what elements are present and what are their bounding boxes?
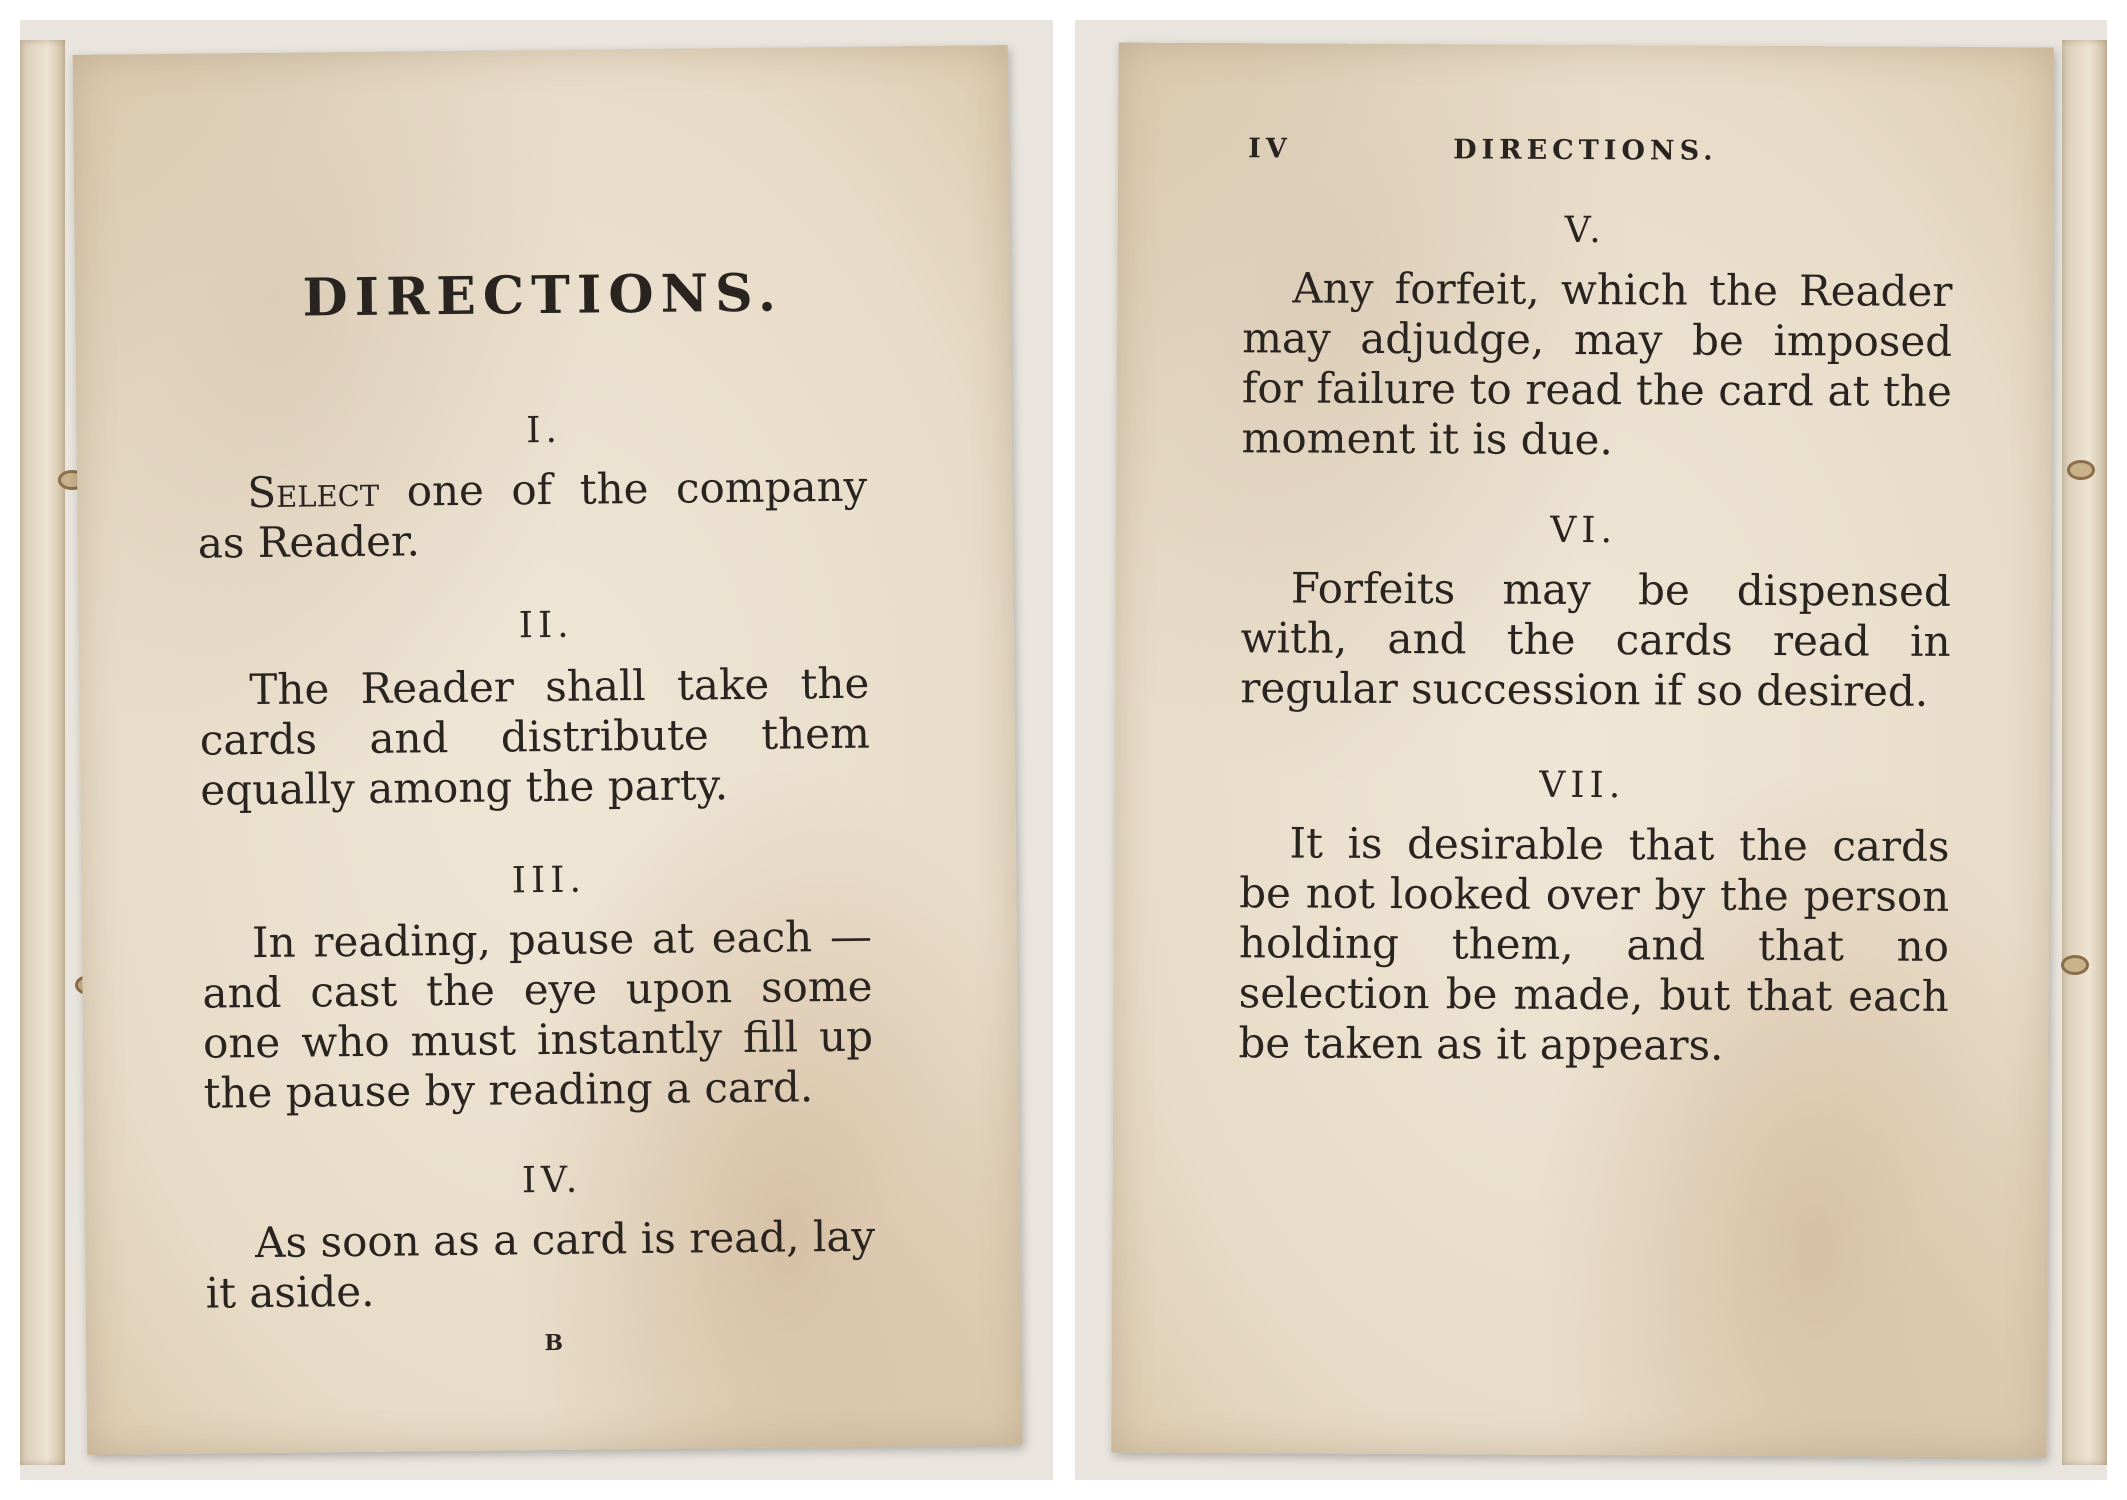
right-page [1111, 43, 2053, 1458]
binding-stitch-top [2067, 460, 2095, 480]
right-page-photo [1075, 20, 2107, 1480]
section-lead-word: Select [247, 466, 380, 518]
left-page-photo [20, 20, 1053, 1480]
section-numeral-2: II. [518, 604, 574, 647]
page-title: DIRECTIONS. [302, 262, 784, 329]
section-body-1: one of the company as Reader. [197, 461, 868, 568]
left-page [73, 45, 1023, 1455]
section-text-3: In reading, pause at each — and cast the eye upon some one who must instantly fill up the pause by reading a card. [202, 911, 874, 1118]
next-page-edge [2062, 40, 2107, 1465]
section-numeral-1: I. [526, 409, 563, 452]
section-text-6: Forfeits may be dispensed with, and the cards read in regular succession if so desired. [1240, 563, 1951, 716]
section-numeral-6: VI. [1550, 509, 1618, 552]
section-numeral-4: IV. [521, 1159, 583, 1202]
binding-stitch-bottom [2061, 955, 2089, 975]
section-numeral-5: V. [1564, 209, 1606, 252]
section-text-2: The Reader shall take the cards and distribute them equally among the party. [199, 658, 871, 815]
section-text-5: Any forfeit, which the Reader may adjudge, may be imposed for failure to read the card at the moment it is due. [1241, 263, 1953, 465]
running-head-title: DIRECTIONS. [1453, 134, 1718, 167]
section-text-4: As soon as a card is read, lay it aside. [205, 1211, 876, 1318]
page-folio: IV [1248, 133, 1292, 165]
running-head [1248, 133, 1993, 167]
signature-mark: B [544, 1329, 564, 1357]
section-numeral-3: III. [511, 859, 587, 902]
section-text-7: It is desirable that the cards be not looked over by the person holding them, and that no selection be made, but that each be taken as it appears. [1238, 818, 1950, 1070]
section-numeral-7: VII. [1539, 764, 1626, 807]
previous-page-edge [20, 40, 65, 1465]
section-text-1 [197, 462, 868, 569]
